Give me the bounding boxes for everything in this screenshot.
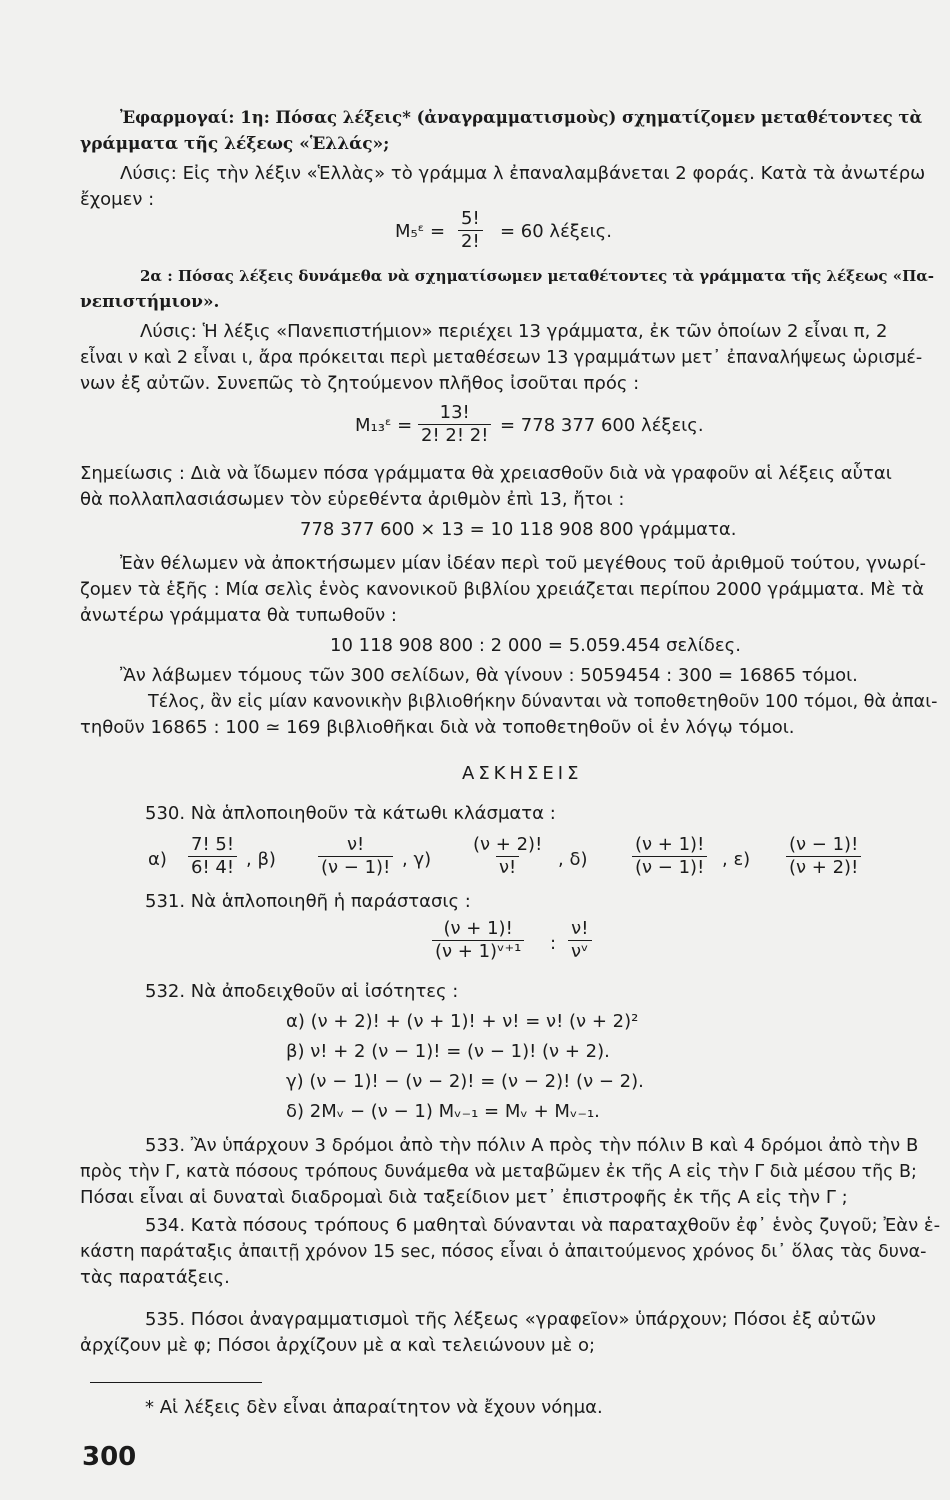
exercise-532-heading: 532. Νὰ ἀποδειχθοῦν αἱ ἰσότητες : bbox=[145, 981, 459, 1002]
ex530-e-denominator: (ν + 2)! bbox=[786, 856, 861, 879]
ex530-d-label: , δ) bbox=[558, 849, 588, 870]
formula-1-numerator: 5! bbox=[461, 208, 480, 229]
solution-1-line-1: Λύσις: Εἰς τὴν λέξιν «Ἑλλὰς» τὸ γράμμα λ ἐπαναλαμβάνεται 2 φοράς. Κατὰ τὰ ἀνωτέρω bbox=[120, 163, 926, 184]
ex532-b: β) ν! + 2 (ν − 1)! = (ν − 1)! (ν + 2). bbox=[286, 1041, 610, 1062]
ex530-b-denominator: (ν − 1)! bbox=[318, 856, 393, 879]
ex530-e-label: , ε) bbox=[722, 849, 751, 870]
ex530-b-fraction bbox=[318, 834, 393, 879]
solution-2-line-3: νων ἐξ αὐτῶν. Συνεπῶς τὸ ζητούμενον πλῆθος ἰσοῦται πρός : bbox=[80, 373, 640, 394]
ex530-c-numerator: (ν + 2)! bbox=[473, 834, 543, 855]
note-line-1: Σημείωσις : Διὰ νὰ ἴδωμεν πόσα γράμματα θὰ χρειασθοῦν διὰ νὰ γραφοῦν αἱ λέξεις αὗται bbox=[80, 463, 892, 484]
formula-2-rhs: = 778 377 600 λέξεις. bbox=[500, 415, 704, 436]
footnote-divider bbox=[90, 1382, 262, 1383]
page-number: 300 bbox=[82, 1442, 137, 1472]
exercise-533-line-1: 533. Ἂν ὑπάρχουν 3 δρόμοι ἀπὸ τὴν πόλιν Α πρὸς τὴν πόλιν Β καὶ 4 δρόμοι ἀπὸ τὴν Β bbox=[145, 1135, 919, 1156]
ex531-denominator-2: νᵛ bbox=[568, 940, 592, 963]
ex530-d-fraction bbox=[632, 834, 707, 879]
ex530-d-denominator: (ν − 1)! bbox=[632, 856, 707, 879]
solution-2-line-1: Λύσις: Ἡ λέξις «Πανεπιστήμιον» περιέχει 13 γράμματα, ἐκ τῶν ὁποίων 2 εἶναι π, 2 bbox=[140, 321, 888, 342]
exercises-heading: ΑΣΚΗΣΕΙΣ bbox=[462, 763, 583, 784]
ex531-numerator-1: (ν + 1)! bbox=[443, 918, 513, 939]
applications-heading-line-1: Ἐφαρμογαί: 1η: Πόσας λέξεις* (ἀναγραμματισμοὺς) σχηματίζομεν μεταθέτοντες τὰ bbox=[120, 108, 923, 127]
formula-1-denominator: 2! bbox=[458, 230, 483, 253]
solution-2-line-2: εἶναι ν καὶ 2 εἶναι ι, ἄρα πρόκειται περὶ μεταθέσεων 13 γραμμάτων μετ᾽ ἐπαναλήψεως ὡρισμέ- bbox=[80, 348, 923, 368]
exercise-535-line-2: ἀρχίζουν μὲ φ; Πόσοι ἀρχίζουν μὲ α καὶ τελειώνουν μὲ ο; bbox=[80, 1335, 596, 1356]
formula-1-lhs: M₅ᵋ = bbox=[395, 221, 446, 242]
ex530-c-denominator: ν! bbox=[496, 856, 519, 879]
formula-2-numerator: 13! bbox=[439, 402, 470, 423]
ex530-e-numerator: (ν − 1)! bbox=[789, 834, 859, 855]
ex532-d: δ) 2Mᵥ − (ν − 1) Mᵥ₋₁ = Mᵥ + Mᵥ₋₁. bbox=[286, 1101, 600, 1122]
ex530-a-numerator: 7! 5! bbox=[191, 834, 235, 855]
applications-heading-2-line-1: 2α : Πόσας λέξεις δυνάμεθα νὰ σχηματίσωμεν μεταθέτοντες τὰ γράμματα τῆς λέξεως «Πα- bbox=[140, 267, 935, 285]
ex530-a-denominator: 6! 4! bbox=[188, 856, 237, 879]
exercise-533-line-3: Πόσαι εἶναι αἱ δυναταὶ διαδρομαὶ διὰ ταξείδιον μετ᾽ ἐπιστροφῆς ἐκ τῆς Α εἰς τὴν Γ ; bbox=[80, 1187, 848, 1208]
ex530-a-fraction bbox=[188, 834, 237, 879]
formula-2-fraction bbox=[418, 402, 491, 447]
para-line-2: ζομεν τὰ ἑξῆς : Μία σελὶς ἑνὸς κανονικοῦ βιβλίου χρειάζεται περίπου 2000 γράμματα. Μὲ τὰ bbox=[80, 579, 924, 600]
formula-2-denominator: 2! 2! 2! bbox=[418, 424, 491, 447]
pages-calculation: 10 118 908 800 : 2 000 = 5.059.454 σελίδες. bbox=[330, 635, 741, 656]
ex530-e-fraction bbox=[786, 834, 861, 879]
formula-1-rhs: = 60 λέξεις. bbox=[500, 221, 612, 242]
ex530-a-label: α) bbox=[148, 849, 167, 870]
solution-1-line-2: ἔχομεν : bbox=[80, 189, 155, 210]
exercise-531-heading: 531. Νὰ ἁπλοποιηθῆ ἡ παράστασις : bbox=[145, 891, 471, 912]
ex532-a: α) (ν + 2)! + (ν + 1)! + ν! = ν! (ν + 2)² bbox=[286, 1011, 639, 1032]
ex530-b-numerator: ν! bbox=[347, 834, 365, 855]
applications-heading-2-line-2: νεπιστήμιον». bbox=[80, 292, 220, 312]
applications-heading-line-2: γράμματα τῆς λέξεως «Ἑλλάς»; bbox=[80, 134, 390, 154]
footnote: * Αἱ λέξεις δὲν εἶναι ἀπαραίτητον νὰ ἔχουν νόημα. bbox=[145, 1397, 603, 1418]
volumes-line: Ἂν λάβωμεν τόμους τῶν 300 σελίδων, θὰ γίνουν : 5059454 : 300 = 16865 τόμοι. bbox=[120, 665, 858, 686]
exercise-534-line-2: κάστη παράταξις ἀπαιτῇ χρόνον 15 sec, πόσος εἶναι ὁ ἀπαιτούμενος χρόνος δι᾽ ὅλας τὰς δυνα- bbox=[80, 1242, 927, 1262]
exercise-534-line-1: 534. Κατὰ πόσους τρόπους 6 μαθηταὶ δύνανται νὰ παραταχθοῦν ἐφ᾽ ἑνὸς ζυγοῦ; Ἐὰν ἑ- bbox=[145, 1215, 941, 1236]
libraries-line-1: Τέλος, ἂν εἰς μίαν κανονικὴν βιβλιοθήκην δύνανται νὰ τοποθετηθοῦν 100 τόμοι, θὰ ἀπαι- bbox=[148, 692, 938, 712]
note-line-2: θὰ πολλαπλασιάσωμεν τὸν εὑρεθέντα ἀριθμὸν ἐπὶ 13, ἤτοι : bbox=[80, 489, 625, 510]
ex530-b-label: , β) bbox=[246, 849, 276, 870]
para-line-1: Ἐὰν θέλωμεν νὰ ἀποκτήσωμεν μίαν ἰδέαν περὶ τοῦ μεγέθους τοῦ ἀριθμοῦ τούτου, γνωρί- bbox=[120, 553, 927, 574]
ex531-numerator-2: ν! bbox=[571, 918, 589, 939]
ex531-denominator-1: (ν + 1)ᵛ⁺¹ bbox=[432, 940, 524, 963]
ex531-fraction-1 bbox=[432, 918, 524, 963]
exercise-534-line-3: τὰς παρατάξεις. bbox=[80, 1267, 230, 1288]
formula-1-fraction bbox=[458, 208, 483, 253]
ex531-division-sign: : bbox=[550, 933, 557, 954]
exercise-530-heading: 530. Νὰ ἁπλοποιηθοῦν τὰ κάτωθι κλάσματα : bbox=[145, 803, 556, 824]
exercise-533-line-2: πρὸς τὴν Γ, κατὰ πόσους τρόπους δυνάμεθα νὰ μεταβῶμεν ἐκ τῆς Α εἰς τὴν Γ διὰ μέσου τῆς Β; bbox=[80, 1162, 917, 1182]
exercise-535-line-1: 535. Πόσοι ἀναγραμματισμοὶ τῆς λέξεως «γραφεῖον» ὑπάρχουν; Πόσοι ἐξ αὐτῶν bbox=[145, 1309, 876, 1330]
libraries-line-2: τηθοῦν 16865 : 100 ≃ 169 βιβλιοθῆκαι διὰ νὰ τοποθετηθοῦν οἱ ἐν λόγῳ τόμοι. bbox=[80, 717, 795, 738]
ex532-c: γ) (ν − 1)! − (ν − 2)! = (ν − 2)! (ν − 2). bbox=[286, 1071, 644, 1092]
ex530-c-label: , γ) bbox=[402, 849, 432, 870]
formula-2-lhs: M₁₃ᵋ = bbox=[355, 415, 413, 436]
note-calculation: 778 377 600 × 13 = 10 118 908 800 γράμματα. bbox=[300, 519, 737, 540]
ex530-c-fraction bbox=[470, 834, 545, 879]
para-line-3: ἀνωτέρω γράμματα θὰ τυπωθοῦν : bbox=[80, 605, 397, 626]
ex531-fraction-2 bbox=[568, 918, 592, 963]
ex530-d-numerator: (ν + 1)! bbox=[635, 834, 705, 855]
